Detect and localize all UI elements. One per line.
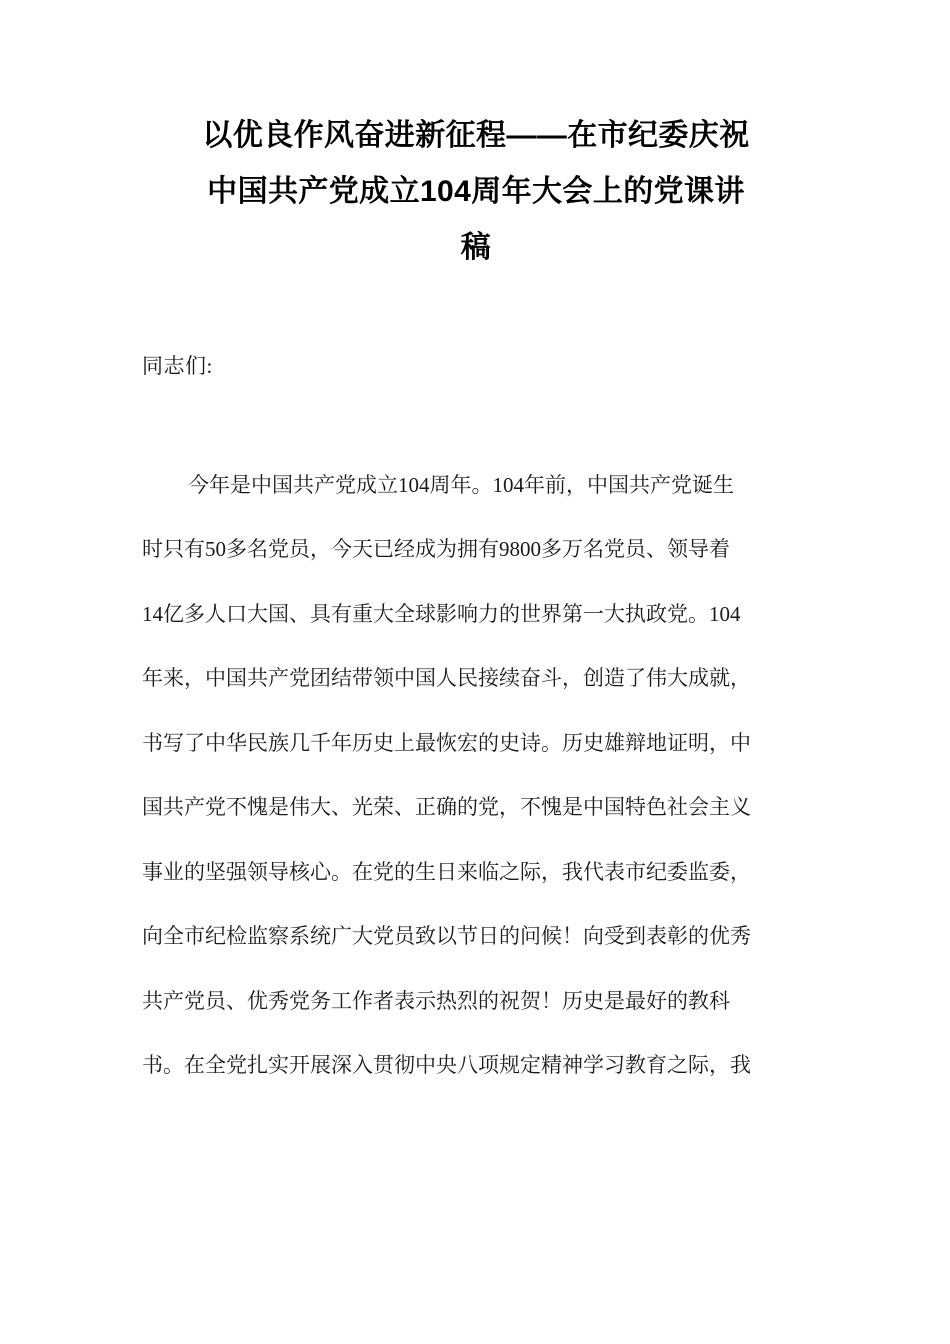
body-line-9: 共产党员、优秀党务工作者表示热烈的祝贺！历史是最好的教科 — [142, 988, 730, 1013]
body-line-7: 事业的坚强领导核心。在党的生日来临之际，我代表市纪委监委， — [142, 859, 751, 884]
body-line-10: 书。在全党扎实开展深入贯彻中央八项规定精神学习教育之际，我 — [142, 1053, 751, 1077]
page-title — [142, 0, 810, 276]
body-line-4: 年来，中国共产党团结带领中国人民接续奋斗，创造了伟大成就， — [142, 666, 751, 690]
body-line-8: 向全市纪检监察系统广大党员致以节日的问候！向受到表彰的优秀 — [142, 924, 751, 948]
body-line-3: 14亿多人口大国、具有重大全球影响力的世界第一大执政党。104 — [142, 601, 741, 626]
title-line-3: 稿 — [460, 231, 492, 264]
title-line-1: 以优良作风奋进新征程——在市纪委庆祝 — [202, 119, 750, 152]
document-body — [142, 276, 810, 1098]
paragraph-gap — [142, 399, 810, 453]
document-content — [142, 0, 810, 1098]
title-line-2: 中国共产党成立104周年大会上的党课讲 — [207, 175, 745, 208]
body-line-1: 今年是中国共产党成立104周年。104年前，中国共产党诞生 — [188, 472, 734, 497]
salutation: 同志们: — [142, 354, 213, 378]
body-line-6: 国共产党不愧是伟大、光荣、正确的党，不愧是中国特色社会主义 — [142, 795, 751, 819]
body-line-5: 书写了中华民族几千年历史上最恢宏的史诗。历史雄辩地证明，中 — [142, 730, 751, 755]
body-line-2: 时只有50多名党员，今天已经成为拥有9800多万名党员、领导着 — [142, 537, 730, 561]
